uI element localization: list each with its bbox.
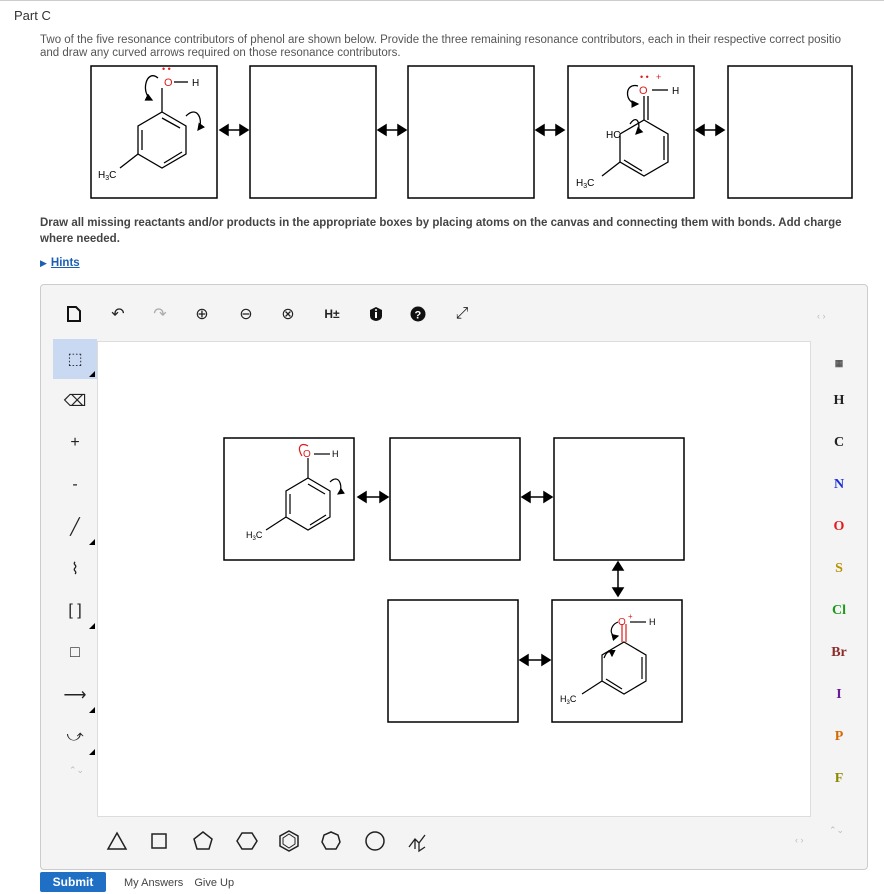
- canvas-arrow-2: [522, 492, 552, 502]
- top-toolbar: [41, 285, 867, 337]
- question-line-1: Two of the five resonance contributors of phenol are shown below. Provide the three remaining resonance contributors, each in their respective correct positio: [40, 34, 841, 46]
- question-line-2: and draw any curved arrows required on those resonance contributors.: [40, 47, 401, 59]
- canvas-arrow-3: [520, 655, 550, 665]
- question-text: [40, 34, 884, 60]
- benzene-icon[interactable]: [277, 829, 301, 853]
- charge-plus-4: +: [656, 72, 662, 82]
- select-icon[interactable]: ⬚: [53, 339, 97, 379]
- ring-icon[interactable]: □: [70, 644, 80, 661]
- atom-P[interactable]: P: [834, 729, 844, 744]
- resonance-arrow-2: [378, 125, 406, 135]
- atom-C[interactable]: C: [833, 435, 845, 450]
- phenol-structure-1: [120, 76, 200, 168]
- chair-icon[interactable]: [405, 829, 429, 853]
- canvas-methyl-5: $H_3C$: [560, 694, 577, 706]
- resonance-box-3: [408, 66, 534, 198]
- erase-icon[interactable]: ⌫: [63, 393, 87, 410]
- drawing-canvas[interactable]: [97, 341, 811, 817]
- canvas-oxygen-1: O: [303, 449, 311, 460]
- canvas-hydrogen-5: H: [649, 617, 656, 627]
- methyl-label-1: $H_3C$: [98, 170, 117, 182]
- info-icon[interactable]: [365, 303, 387, 325]
- lone-pair-dots-1: • •: [162, 64, 171, 74]
- resonance-arrow-1: [220, 125, 248, 135]
- single-bond-icon[interactable]: ╱: [53, 507, 97, 547]
- zoom-out-icon[interactable]: ⊖: [239, 306, 253, 323]
- scroll-arrows-icon[interactable]: ‹ ›: [817, 311, 826, 321]
- heptagon-icon[interactable]: [319, 829, 343, 853]
- marvin-sketcher: [40, 284, 868, 870]
- canvas-arrow-1: [358, 492, 388, 502]
- right-scroll-icon[interactable]: ⌃⌄: [829, 825, 845, 835]
- atom-Cl[interactable]: Cl: [832, 603, 846, 618]
- atom-S[interactable]: S: [835, 561, 843, 576]
- atom-O[interactable]: O: [833, 519, 845, 534]
- part-title: Part C: [14, 8, 51, 23]
- arrow-icon[interactable]: ⟶: [53, 675, 97, 715]
- atom-H[interactable]: H: [833, 393, 845, 408]
- undo-icon[interactable]: ↶: [111, 306, 125, 323]
- fullscreen-icon[interactable]: ⤢: [455, 305, 469, 322]
- hydrogen-label-4: H: [672, 86, 680, 97]
- chain-icon[interactable]: ⌇: [71, 561, 79, 578]
- explicit-hydrogens-button[interactable]: H±: [324, 307, 340, 321]
- give-up-link[interactable]: Give Up: [194, 877, 235, 889]
- resonance-arrow-4: [696, 125, 724, 135]
- atom-N[interactable]: N: [833, 477, 845, 492]
- canvas-box-4: [388, 600, 518, 722]
- top-divider: [0, 0, 884, 1]
- curved-arrow-icon[interactable]: ⤻: [53, 717, 97, 757]
- left-scroll-icon[interactable]: ⌃⌄: [69, 765, 85, 775]
- template-icon[interactable]: [ ]: [53, 591, 97, 631]
- canvas-box-3: [554, 438, 684, 560]
- canvas-phenol-5: [582, 622, 646, 694]
- atom-Br[interactable]: Br: [831, 645, 847, 660]
- hints-toggle[interactable]: [40, 257, 80, 269]
- atom-F[interactable]: F: [834, 771, 844, 786]
- hc-label-4: HC: [606, 130, 621, 141]
- instructions: [40, 215, 884, 247]
- hints-link[interactable]: Hints: [50, 257, 80, 269]
- canvas-charge-plus-5: +: [628, 612, 633, 621]
- shape-toolbar: [97, 819, 809, 863]
- submit-button[interactable]: Submit: [40, 872, 106, 892]
- methyl-label-4: $H_3C$: [576, 178, 595, 190]
- instructions-line-1: Draw all missing reactants and/or products in the appropriate boxes by placing atoms on the canvas and connecting them with bonds. Add charge: [40, 217, 842, 229]
- bottom-scroll-icon[interactable]: ‹ ›: [795, 835, 804, 845]
- svg-text:?: ?: [414, 309, 422, 322]
- canvas-box-2: [390, 438, 520, 560]
- canvas-hydrogen-1: H: [332, 449, 339, 459]
- canvas-arrow-vertical: [613, 562, 623, 596]
- resonance-arrow-3: [536, 125, 564, 135]
- hexagon-icon[interactable]: [235, 829, 259, 853]
- triangle-icon[interactable]: [105, 829, 129, 853]
- zoom-reset-icon[interactable]: ⊗: [281, 306, 295, 323]
- redo-icon[interactable]: ↷: [153, 306, 167, 323]
- help-icon[interactable]: [407, 303, 429, 325]
- canvas-oxygen-5: O: [618, 617, 626, 628]
- increase-charge-button[interactable]: +: [70, 434, 80, 451]
- octagon-icon[interactable]: [363, 829, 387, 853]
- pentagon-icon[interactable]: [191, 829, 215, 853]
- resonance-box-2: [250, 66, 376, 198]
- resonance-box-5: [728, 66, 852, 198]
- lone-pair-dots-4: • •: [640, 72, 649, 82]
- zoom-in-icon[interactable]: ⊕: [195, 306, 209, 323]
- my-answers-link[interactable]: My Answers: [124, 877, 184, 889]
- square-icon[interactable]: [147, 829, 171, 853]
- resonance-figure: [90, 64, 854, 200]
- instructions-line-2: where needed.: [40, 233, 120, 245]
- hydrogen-label-1: H: [192, 78, 200, 89]
- oxygen-label-1: O: [164, 77, 173, 89]
- oxygen-label-4: O: [639, 85, 648, 97]
- canvas-methyl-1: $H_3C$: [246, 530, 263, 542]
- new-document-icon[interactable]: [63, 303, 85, 325]
- periodic-table-icon[interactable]: ▦: [834, 357, 844, 368]
- answer-links: [124, 877, 242, 889]
- expand-triangle-icon: ▶: [40, 258, 47, 268]
- atom-I[interactable]: I: [836, 687, 842, 702]
- decrease-charge-button[interactable]: -: [72, 476, 78, 493]
